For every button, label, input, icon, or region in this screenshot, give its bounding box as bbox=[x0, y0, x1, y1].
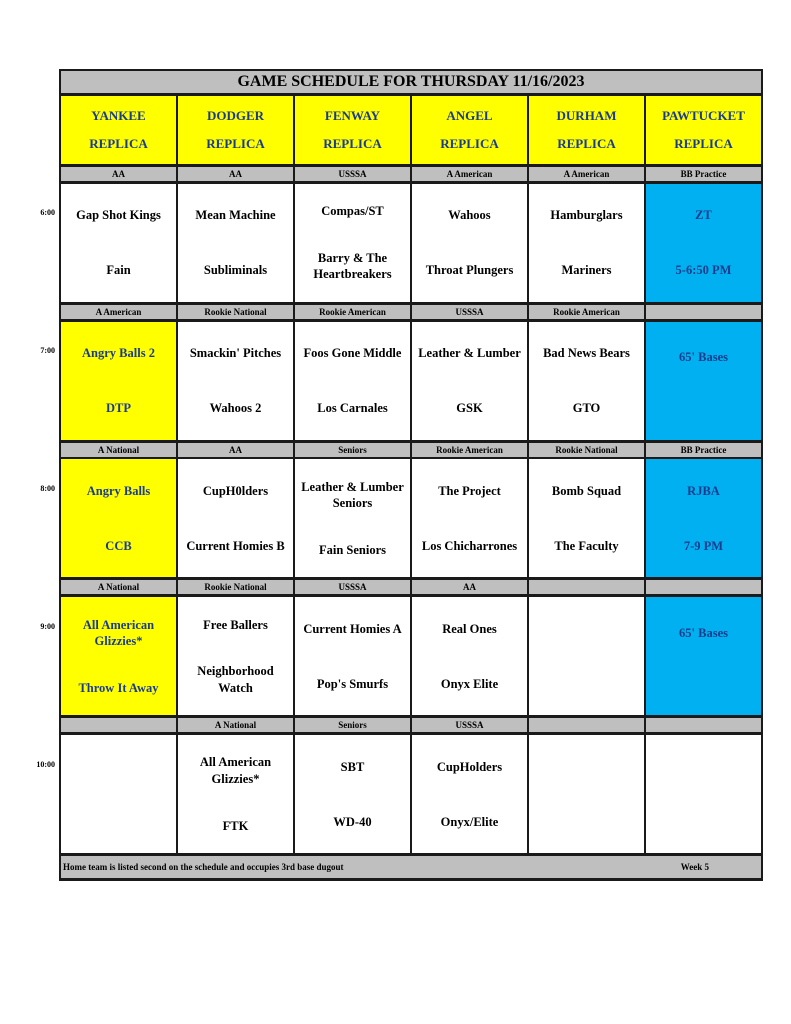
home-team: 5-6:50 PM bbox=[675, 263, 732, 278]
division-label: A National bbox=[178, 718, 293, 734]
division-label: BB Practice bbox=[646, 167, 761, 183]
home-team: Onyx Elite bbox=[440, 676, 499, 691]
game-cell bbox=[61, 322, 176, 442]
division-label: Rookie National bbox=[178, 580, 293, 596]
schedule-title: GAME SCHEDULE FOR THURSDAY 11/16/2023 bbox=[61, 71, 761, 95]
field-name: YANKEE bbox=[91, 107, 146, 123]
field-name: DURHAM bbox=[556, 107, 617, 123]
home-team: Throw It Away bbox=[78, 680, 159, 695]
division-label: USSSA bbox=[295, 580, 410, 596]
time-label: 8:00 bbox=[40, 484, 55, 493]
division-label bbox=[529, 580, 644, 596]
home-team: Los Carnales bbox=[317, 400, 388, 415]
game-cell bbox=[178, 459, 293, 579]
field-name: PAWTUCKET bbox=[662, 107, 745, 123]
home-team: Current Homies B bbox=[186, 538, 285, 553]
division-label: A American bbox=[529, 167, 644, 183]
away-team: Leather & Lumber Seniors bbox=[301, 479, 404, 511]
field-subtitle: REPLICA bbox=[440, 135, 499, 151]
division-label: Rookie American bbox=[412, 443, 527, 459]
home-team: Fain Seniors bbox=[318, 542, 387, 557]
division-label: Rookie American bbox=[529, 305, 644, 321]
away-team: ZT bbox=[695, 208, 712, 223]
division-label: BB Practice bbox=[646, 443, 761, 459]
away-team: Hamburglars bbox=[550, 208, 623, 223]
game-cell bbox=[295, 184, 410, 304]
field-subtitle: REPLICA bbox=[206, 135, 265, 151]
field-subtitle: REPLICA bbox=[89, 135, 148, 151]
home-team: GTO bbox=[572, 400, 601, 415]
away-team: CupHolders bbox=[436, 759, 503, 774]
field-header-yankee bbox=[61, 96, 176, 166]
division-label bbox=[646, 718, 761, 734]
field-name: FENWAY bbox=[324, 107, 381, 123]
away-team: All American Glizzies* bbox=[199, 755, 272, 786]
division-label: USSSA bbox=[295, 167, 410, 183]
game-cell bbox=[529, 322, 644, 442]
home-team: The Faculty bbox=[554, 538, 619, 553]
game-cell bbox=[178, 597, 293, 717]
time-label: 9:00 bbox=[40, 622, 55, 631]
home-team: Pop's Smurfs bbox=[316, 676, 389, 691]
game-cell bbox=[529, 184, 644, 304]
schedule-table bbox=[59, 69, 763, 881]
away-team: Bad News Bears bbox=[543, 345, 630, 360]
game-cell bbox=[412, 735, 527, 855]
division-label: Rookie American bbox=[295, 305, 410, 321]
game-cell bbox=[529, 459, 644, 579]
away-team: Angry Balls 2 bbox=[82, 345, 155, 360]
field-header-angel bbox=[412, 96, 527, 166]
division-label bbox=[646, 580, 761, 596]
game-cell bbox=[178, 184, 293, 304]
away-team: 65' Bases bbox=[679, 350, 728, 365]
home-team: 7-9 PM bbox=[683, 538, 724, 553]
home-team: DTP bbox=[106, 400, 131, 415]
empty-slot bbox=[61, 735, 176, 855]
home-team: Subliminals bbox=[203, 263, 268, 278]
game-cell bbox=[646, 322, 761, 442]
game-cell bbox=[61, 597, 176, 717]
game-cell bbox=[61, 459, 176, 579]
game-cell bbox=[412, 459, 527, 579]
game-cell bbox=[295, 459, 410, 579]
game-cell bbox=[646, 459, 761, 579]
week-label: Week 5 bbox=[680, 862, 709, 873]
division-label bbox=[646, 305, 761, 321]
game-cell bbox=[412, 597, 527, 717]
game-cell bbox=[295, 322, 410, 442]
away-team: Foos Gone Middle bbox=[303, 345, 402, 360]
game-cell bbox=[646, 597, 761, 717]
away-team: Real Ones bbox=[442, 621, 497, 636]
division-label: A National bbox=[61, 580, 176, 596]
away-team: Leather & Lumber bbox=[418, 345, 521, 360]
home-team: Barry & The Heartbreakers bbox=[313, 250, 392, 282]
division-label: USSSA bbox=[412, 305, 527, 321]
away-team: Angry Balls bbox=[86, 483, 151, 498]
home-team-note: Home team is listed second on the schedule and occupies 3rd base dugout bbox=[63, 862, 344, 873]
division-label: Seniors bbox=[295, 443, 410, 459]
field-subtitle: REPLICA bbox=[557, 135, 616, 151]
division-label: A American bbox=[412, 167, 527, 183]
division-label: A American bbox=[61, 305, 176, 321]
empty-slot bbox=[529, 735, 644, 855]
time-label: 6:00 bbox=[40, 208, 55, 217]
away-team: Current Homies A bbox=[303, 621, 402, 636]
field-subtitle: REPLICA bbox=[674, 135, 733, 151]
home-team: Throat Plungers bbox=[425, 263, 514, 278]
time-label: 7:00 bbox=[40, 346, 55, 355]
home-team: GSK bbox=[456, 400, 483, 415]
division-label: AA bbox=[61, 167, 176, 183]
home-team: Mariners bbox=[561, 263, 612, 278]
away-team: Gap Shot Kings bbox=[76, 208, 161, 223]
division-label: AA bbox=[412, 580, 527, 596]
game-cell bbox=[412, 184, 527, 304]
division-label: AA bbox=[178, 443, 293, 459]
field-header-pawtucket bbox=[646, 96, 761, 166]
game-cell bbox=[646, 184, 761, 304]
home-team: Los Chicharrones bbox=[421, 538, 518, 553]
schedule-footer bbox=[61, 856, 761, 878]
away-team: Bomb Squad bbox=[551, 483, 622, 498]
home-team: Fain bbox=[106, 263, 131, 278]
field-header-fenway bbox=[295, 96, 410, 166]
division-label: Rookie National bbox=[529, 443, 644, 459]
division-label bbox=[61, 718, 176, 734]
field-name: ANGEL bbox=[446, 107, 493, 123]
away-team: The Project bbox=[438, 483, 501, 498]
division-label: Seniors bbox=[295, 718, 410, 734]
game-cell bbox=[178, 322, 293, 442]
game-cell bbox=[178, 735, 293, 855]
division-label: AA bbox=[178, 167, 293, 183]
home-team: Onyx/Elite bbox=[440, 814, 499, 829]
away-team: 65' Bases bbox=[679, 625, 728, 640]
division-label: USSSA bbox=[412, 718, 527, 734]
away-team: Mean Machine bbox=[195, 208, 276, 223]
time-label: 10:00 bbox=[36, 760, 55, 769]
home-team: CCB bbox=[105, 538, 132, 553]
game-cell bbox=[295, 735, 410, 855]
away-team: Wahoos bbox=[448, 208, 491, 223]
away-team: CupH0lders bbox=[202, 483, 269, 498]
away-team: Smackin' Pitches bbox=[189, 345, 282, 360]
game-cell bbox=[295, 597, 410, 717]
game-cell bbox=[412, 322, 527, 442]
field-header-dodger bbox=[178, 96, 293, 166]
empty-slot bbox=[646, 735, 761, 855]
division-label bbox=[529, 718, 644, 734]
field-name: DODGER bbox=[206, 107, 265, 123]
home-team: Neighborhood Watch bbox=[197, 664, 274, 695]
division-label: A National bbox=[61, 443, 176, 459]
home-team: WD-40 bbox=[333, 814, 372, 829]
away-team: Compas/ST bbox=[321, 204, 384, 219]
away-team: Free Ballers bbox=[203, 617, 268, 632]
home-team: FTK bbox=[222, 818, 249, 833]
field-header-durham bbox=[529, 96, 644, 166]
game-cell bbox=[61, 184, 176, 304]
empty-slot bbox=[529, 597, 644, 717]
division-label: Rookie National bbox=[178, 305, 293, 321]
away-team: RJBA bbox=[687, 483, 720, 498]
home-team: Wahoos 2 bbox=[209, 400, 262, 415]
away-team: SBT bbox=[340, 759, 365, 774]
field-subtitle: REPLICA bbox=[323, 135, 382, 151]
away-team: All American Glizzies* bbox=[82, 617, 155, 648]
